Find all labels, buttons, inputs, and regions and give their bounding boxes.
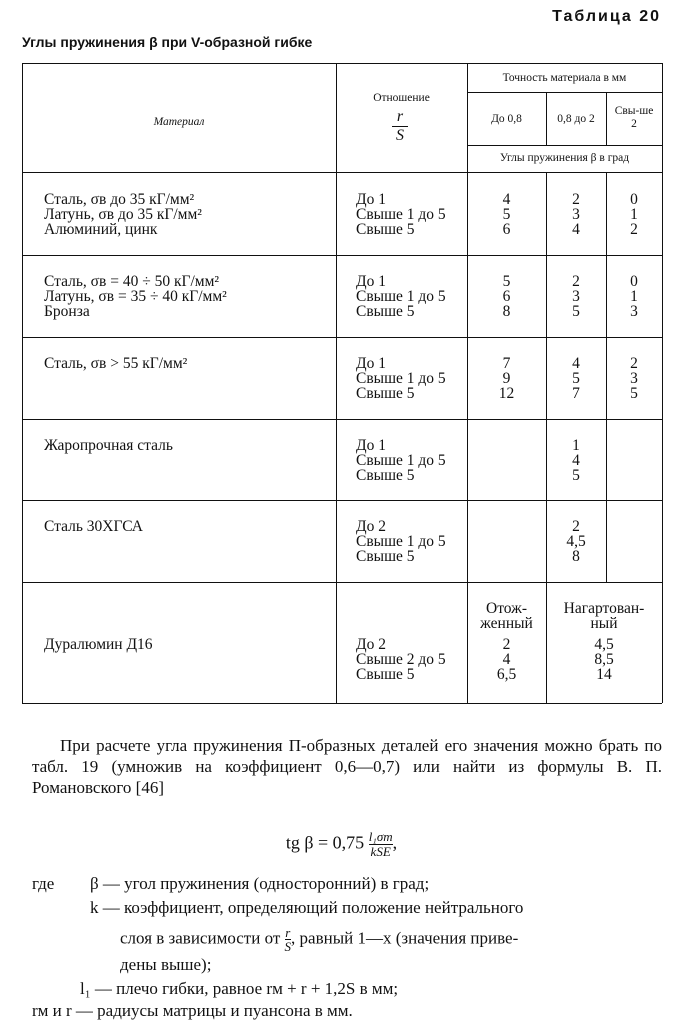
group3-ratios: До 1 Свыше 1 до 5 Свыше 5: [356, 355, 446, 402]
def-r: rм и r — радиусы матрицы и пуансона в мм.: [32, 1001, 353, 1020]
group6-ratios: До 2 Свыше 2 до 5 Свыше 5: [356, 636, 446, 683]
header-col3: Свы-ше 2: [614, 105, 654, 130]
header-col1: До 0,8: [491, 113, 522, 125]
body-paragraph: При расчете угла пружинения П-образных деталей его значения можно брать по табл. 19 (умножив на коэффициент 0,6—0,7) или найти из формулы В. П. Романовского [46]: [32, 736, 662, 797]
def-k-fraction: $\frac{r}{S}$: [284, 925, 292, 954]
header-col2: 0,8 до 2: [557, 113, 595, 125]
group1-col2: 2 3 4: [572, 191, 580, 238]
group6-materials: Дуралюмин Д16: [44, 636, 153, 653]
group1-materials: Сталь, σв до 35 кГ/мм² Латунь, σв до 35 кГ/мм² Алюминий, цинк: [44, 191, 202, 238]
def-l1: l₁ — плечо гибки, равное rм + r + 1,2S в мм;: [80, 979, 399, 998]
def-beta: β — угол пружинения (односторонний) в град;: [90, 874, 430, 893]
formula: [0, 830, 683, 859]
group4-ratios: До 1 Свыше 1 до 5 Свыше 5: [356, 437, 446, 484]
group6-annealed: 2 4 6,5: [496, 636, 517, 683]
formula-numerator: l₁σт: [368, 829, 393, 844]
header-material: Материал: [153, 116, 205, 128]
formula-fraction: [369, 830, 393, 859]
ratio-numerator: r: [396, 108, 404, 125]
group4-materials: Жаропрочная сталь: [44, 437, 173, 454]
ratio-denominator: S: [396, 127, 404, 144]
table-title: Углы пружинения β при V-образной гибке: [22, 34, 313, 50]
group1-ratios: До 1 Свыше 1 до 5 Свыше 5: [356, 191, 446, 238]
group6-hardened: 4,5 8,5 14: [594, 636, 614, 683]
group1-col1: 4 5 6: [502, 191, 511, 238]
group6-hardened-label: Нагартован- ный: [563, 600, 645, 632]
group3-col1: 7 9 12: [498, 355, 515, 402]
def-k-line3: дены выше);: [120, 955, 212, 974]
formula-tail: ,: [392, 832, 398, 853]
group2-col2: 2 3 5: [572, 273, 580, 320]
group5-materials: Сталь 30ХГСА: [44, 518, 144, 535]
group2-col3: 0 1 3: [630, 273, 638, 320]
group3-col3: 2 3 5: [630, 355, 638, 402]
table-number: Таблица 20: [552, 8, 661, 25]
group3-materials: Сталь, σв > 55 кГ/мм²: [44, 355, 188, 372]
group2-col1: 5 6 8: [502, 273, 511, 320]
header-precision: Точность материала в мм: [502, 72, 627, 84]
where-label: где: [32, 874, 55, 893]
header-ratio: Отношение: [373, 92, 430, 104]
group4-col2: 1 4 5: [572, 437, 580, 484]
group5-ratios: До 2 Свыше 1 до 5 Свыше 5: [356, 518, 446, 565]
group1-col3: 0 1 2: [630, 191, 638, 238]
def-k-line2: слоя в зависимости от $\frac{r}{S}$ , равный 1—x (значения приве-: [120, 925, 519, 954]
group6-annealed-label: Отож- женный: [480, 600, 533, 632]
header-ratio-fraction: [340, 108, 460, 145]
group5-col2: 2 4,5 8: [566, 518, 586, 565]
header-angles: Углы пружинения β в град: [499, 152, 630, 164]
group3-col2: 4 5 7: [572, 355, 580, 402]
formula-denominator: kSE: [370, 844, 391, 859]
formula-left: tg β = 0,75: [285, 832, 365, 853]
group2-ratios: До 1 Свыше 1 до 5 Свыше 5: [356, 273, 446, 320]
def-k-line1: k — коэффициент, определяющий положение нейтрального: [90, 898, 524, 917]
group2-materials: Сталь, σв = 40 ÷ 50 кГ/мм² Латунь, σв = 35 ÷ 40 кГ/мм² Бронза: [44, 273, 227, 320]
